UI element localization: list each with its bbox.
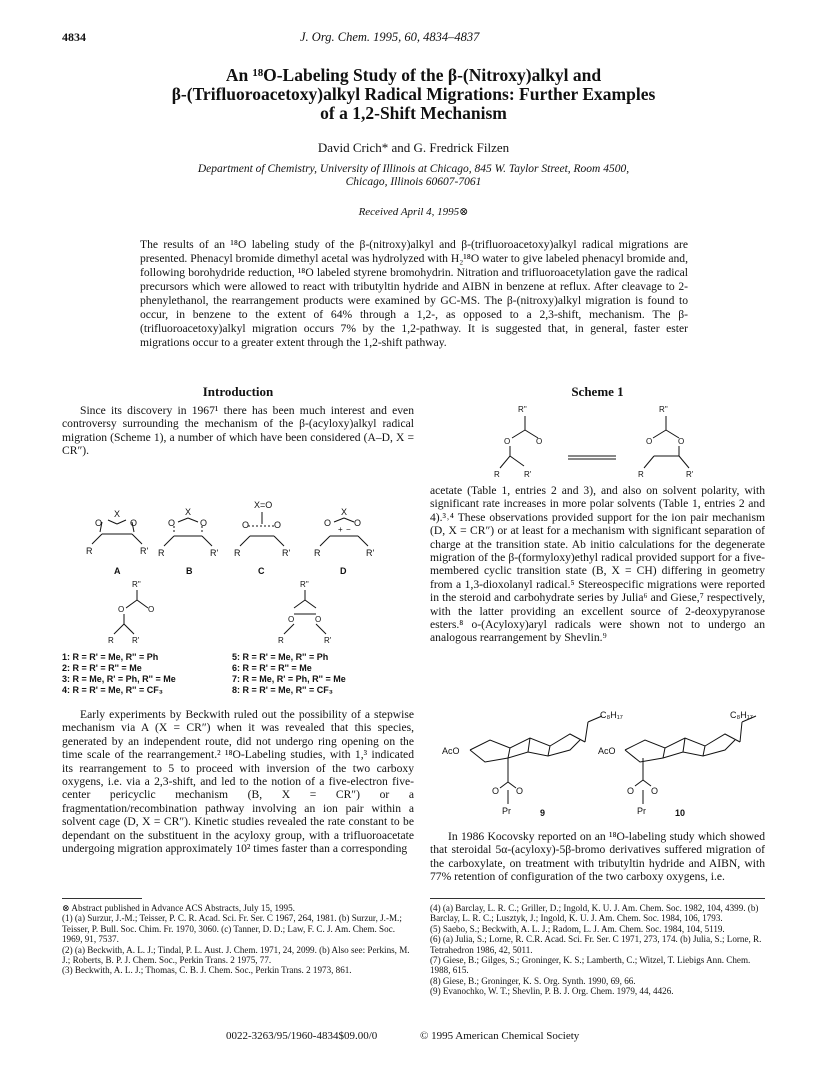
mech-atom: O — [274, 520, 282, 530]
affiliation-line: Chicago, Illinois 60607-7061 — [345, 176, 482, 188]
page-number: 4834 — [62, 30, 86, 44]
mech-atom: X — [185, 507, 192, 517]
struct-label: R' — [324, 636, 332, 645]
copyright: © 1995 American Chemical Society — [420, 1030, 580, 1042]
mech-atom: O — [242, 520, 250, 530]
mech-sub: R — [314, 548, 321, 558]
compound-entry: 7: R = Me, R' = Ph, R'' = Me — [232, 674, 346, 684]
struct-label: O — [148, 605, 155, 614]
steroid-label: Pr — [637, 806, 646, 816]
mech-atom: O — [354, 518, 362, 528]
mech-letter-a: A — [114, 566, 121, 576]
paragraph-text: Early experiments by Beckwith ruled out the possibility of a stepwise mechanism via A (X = CR″) when it was revealed that this species, generated by an independent route, did not undergo ring opening on the time scale of the rearrangement.² ¹⁸O-Labeling studies, with 1,³ indicated its rearrangement to 5 to proceed with inversion of the two carboxy oxygens, i.e. via a 2,3-shift, and led to the notion of a five-electron five-center pericyclic mechanism (B, X = CR″) or a fragmentation/recombination pathway involving an ion pair within a solvent cage (D, X = CR″). Kinetic studies revealed the rate constant to be dependant on the substituent in the acyloxy group, with a trifluoroacetate undergoing migration approximately 10² times faster than a corresponding — [62, 708, 414, 856]
mech-atom: O — [324, 518, 332, 528]
scheme-label: O — [504, 437, 511, 446]
footnotes-right — [430, 903, 765, 997]
scheme-label: O — [678, 437, 685, 446]
mech-sub: R' — [140, 546, 149, 556]
mech-sub: R — [158, 548, 165, 558]
introduction-heading: Introduction — [202, 384, 274, 399]
steroid-label: O — [651, 786, 659, 796]
footnote: (5) Saebo, S.; Beckwith, A. L. J.; Radom, L. J. Am. Chem. Soc. 1984, 104, 5119. — [430, 923, 725, 934]
steroid-label: O — [516, 786, 524, 796]
scheme-label: R' — [524, 470, 532, 479]
mech-charge: + — [338, 525, 343, 534]
footnote: (8) Giese, B.; Groninger, K. S. Org. Synth. 1990, 69, 66. — [430, 975, 636, 986]
steroid-label: O — [492, 786, 500, 796]
steroid-figure — [430, 710, 765, 825]
mech-atom: X — [114, 509, 121, 519]
mech-sub: R' — [282, 548, 291, 558]
compound-number: 9 — [540, 808, 546, 818]
struct-label: O — [315, 615, 322, 624]
received-date: Received April 4, 1995⊗ — [358, 206, 469, 218]
mech-atom: O — [95, 518, 103, 528]
steroid-label: AcO — [442, 746, 460, 756]
mech-sub: R — [86, 546, 93, 556]
compound-list-left — [62, 652, 232, 696]
paragraph-text: acetate (Table 1, entries 2 and 3), and also on solvent polarity, with significant rate increases in more polar solvents (Table 1, entries 2 and 4).³˒⁴ These observations provided support for the ion pair mechanism (D, X = CR″) or at least for a mechanism with significant separation of charge at the transition state. Ab initio calculations for the degenerate migration of the β-(formyloxy)ethyl radical provided support for a five-membered cyclic transition state (B, X = CH) differing in geometry from a 1,3-dioxolanyl radical.⁵ Stereospecific migrations were reported in the steroid and carbohydrate series by Julia⁶ and Giese,⁷ respectively, with the latter providing an excellent source of 2-deoxypyranose esters.⁸ o-(Acyloxy)aryl radicals were shown not to undergo an analogous rearrangement by Shevlin.⁹ — [430, 484, 765, 645]
scheme-title: Scheme 1 — [571, 384, 624, 399]
struct-label: R'' — [300, 580, 309, 589]
title-line: An ¹⁸O-Labeling Study of the β-(Nitroxy)alkyl and — [225, 65, 602, 85]
footnote-rule — [430, 898, 765, 899]
paragraph-text: In 1986 Kocovsky reported on an ¹⁸O-labeling study which showed that steroidal 5α-(acyloxy)-5β-bromo derivatives suffered migration of the carboxylate, on treatment with tributyltin hydride and AIBN, with 77% retention of configuration of the two carboxy oxygens, i.e. — [430, 830, 765, 884]
paragraph-text: Since its discovery in 1967¹ there has been much interest and even controversy surrounding the mechanism of the β-(acyloxy)alkyl radical migration (Scheme 1), a number of which have been considered (A–D, X = CR″). — [62, 404, 414, 458]
doi-code: 0022-3263/95/1960-4834$09.00/0 — [226, 1030, 378, 1042]
footnote: (2) (a) Beckwith, A. L. J.; Tindal, P. L. Aust. J. Chem. 1971, 24, 2099. (b) Also see: Perkins, M. J.; Roberts, B. P. J. Chem. Soc., Perkin Trans. 2 1975, 77. — [62, 944, 410, 966]
mech-atom: X — [341, 507, 348, 517]
compound-number: 10 — [675, 808, 686, 818]
affiliation-line: Department of Chemistry, University of Illinois at Chicago, 845 W. Taylor Street, Room 4500, — [197, 163, 630, 175]
scheme-label: R' — [686, 470, 694, 479]
affiliation — [110, 163, 717, 189]
compound-entry: 4: R = R' = Me, R'' = CF₃ — [62, 685, 163, 695]
mech-charge: − — [346, 525, 351, 534]
compound-list-right — [232, 652, 412, 696]
footnote: (3) Beckwith, A. L. J.; Thomas, C. B. J. Chem. Soc., Perkin Trans. 2 1973, 861. — [62, 965, 352, 976]
authors: David Crich* and G. Fredrick Filzen — [317, 140, 510, 155]
scheme-label: R — [638, 470, 644, 479]
mechanism-figure — [62, 490, 414, 650]
journal-citation: J. Org. Chem. 1995, 60, 4834–4837 — [300, 30, 480, 44]
compound-entry: 2: R = R' = R'' = Me — [62, 663, 142, 673]
mech-letter-d: D — [340, 566, 347, 576]
struct-label: R — [278, 636, 284, 645]
struct-label: R — [108, 636, 114, 645]
struct-label: O — [118, 605, 125, 614]
compound-entry: 1: R = R' = Me, R'' = Ph — [62, 652, 159, 662]
compound-entry: 8: R = R' = Me, R'' = CF₃ — [232, 685, 333, 695]
mech-sub: R' — [366, 548, 375, 558]
article-title — [110, 66, 717, 123]
mech-sub: R' — [210, 548, 219, 558]
steroid-label: O — [627, 786, 635, 796]
right-paragraph-1 — [430, 484, 765, 645]
scheme-label: R'' — [659, 405, 668, 414]
mech-atom: O — [168, 518, 176, 528]
footnote: (6) (a) Julia, S.; Lorne, R. C.R. Acad. Sci. Fr. Ser. C 1971, 273, 174. (b) Julia, S.; Lorne, R. Tetrahedron 1986, 42, 5011. — [430, 934, 762, 955]
abstract: The results of an ¹⁸O labeling study of the β-(nitroxy)alkyl and β-(trifluoroacetoxy)alkyl radical migrations are presented. Phenacyl bromide dimethyl acetal was hydrolyzed with H₂¹⁸O water to give labeled phenacyl bromide and, following borohydride reduction, ¹⁸O labeled styrene bromohydrin. Nitration and trifluoroacetylation gave the radical precursors which were allowed to react with tributyltin hydride and AIBN in benzene at reflux. After cleavage to 2-phenylethanol, the rearrangement products were examined by GC-MS. The β-(nitroxy)alkyl migration is found to occur, in benzene to the extent of 64% through a 1,2-, as opposed to a 2,3-shift, mechanism. The β-(trifluoroacetoxy)alkyl migration occurs 7% by the 1,2-pathway. It is suggested that, in general, faster ester migrations occur to a greater extent through the 1,2-shift pathway. — [140, 238, 688, 349]
footnotes-left — [62, 903, 414, 976]
mech-letter-c: C — [258, 566, 265, 576]
struct-label: R'' — [132, 580, 141, 589]
compound-entry: 6: R = R' = R'' = Me — [232, 663, 312, 673]
right-paragraph-2 — [430, 830, 765, 884]
scheme-label: O — [646, 437, 653, 446]
footnote: (7) Giese, B.; Gilges, S.; Groninger, K. S.; Lamberth, C.; Witzel, T. Liebigs Ann. Chem. 1988, 615. — [430, 955, 751, 976]
steroid-label: Pr — [502, 806, 511, 816]
mech-letter-b: B — [186, 566, 193, 576]
steroid-label: C₈H₁₇ — [730, 710, 753, 720]
steroid-label: AcO — [598, 746, 616, 756]
footnote: (1) (a) Surzur, J.-M.; Teisser, P. C. R. Acad. Sci. Fr. Ser. C 1967, 264, 1981. (b) Surzur, J.-M.; Teisser, P. Bull. Soc. Chim. Fr. 1970, 3060. (c) Tanner, D. D.; Law, F. C. J. Am. Chem. Soc. 1969, 91, 7537. — [62, 913, 402, 945]
mech-sub: R — [234, 548, 241, 558]
struct-label: R' — [132, 636, 140, 645]
footnote: (4) (a) Barclay, L. R. C.; Griller, D.; Ingold, K. U. J. Am. Chem. Soc. 1982, 104, 4399. (b) Barclay, L. R. C.; Lusztyk, J.; Ingold, K. U. J. Am. Chem. Soc. 1984, 106, 1793. — [430, 903, 759, 924]
mech-atom: O — [200, 518, 208, 528]
mech-atom: O — [130, 518, 138, 528]
intro-paragraph-2 — [62, 708, 414, 855]
footnote: ⊗ Abstract published in Advance ACS Abstracts, July 15, 1995. — [62, 903, 295, 913]
scheme-label: O — [536, 437, 543, 446]
footnote-rule — [62, 898, 142, 899]
title-line: of a 1,2-Shift Mechanism — [320, 103, 507, 123]
struct-label: O — [288, 615, 295, 624]
mech-atom: X=O — [254, 500, 273, 510]
title-line: β-(Trifluoroacetoxy)alkyl Radical Migrations: Further Examples — [171, 84, 656, 104]
scheme-1-figure — [430, 400, 765, 480]
footnote: (9) Evanochko, W. T.; Shevlin, P. B. J. Org. Chem. 1979, 44, 4426. — [430, 986, 674, 997]
compound-entry: 5: R = R' = Me, R'' = Ph — [232, 652, 329, 662]
intro-paragraph-1 — [62, 404, 414, 458]
compound-entry: 3: R = Me, R' = Ph, R'' = Me — [62, 674, 176, 684]
scheme-label: R'' — [518, 405, 527, 414]
steroid-label: C₈H₁₇ — [600, 710, 623, 720]
scheme-label: R — [494, 470, 500, 479]
